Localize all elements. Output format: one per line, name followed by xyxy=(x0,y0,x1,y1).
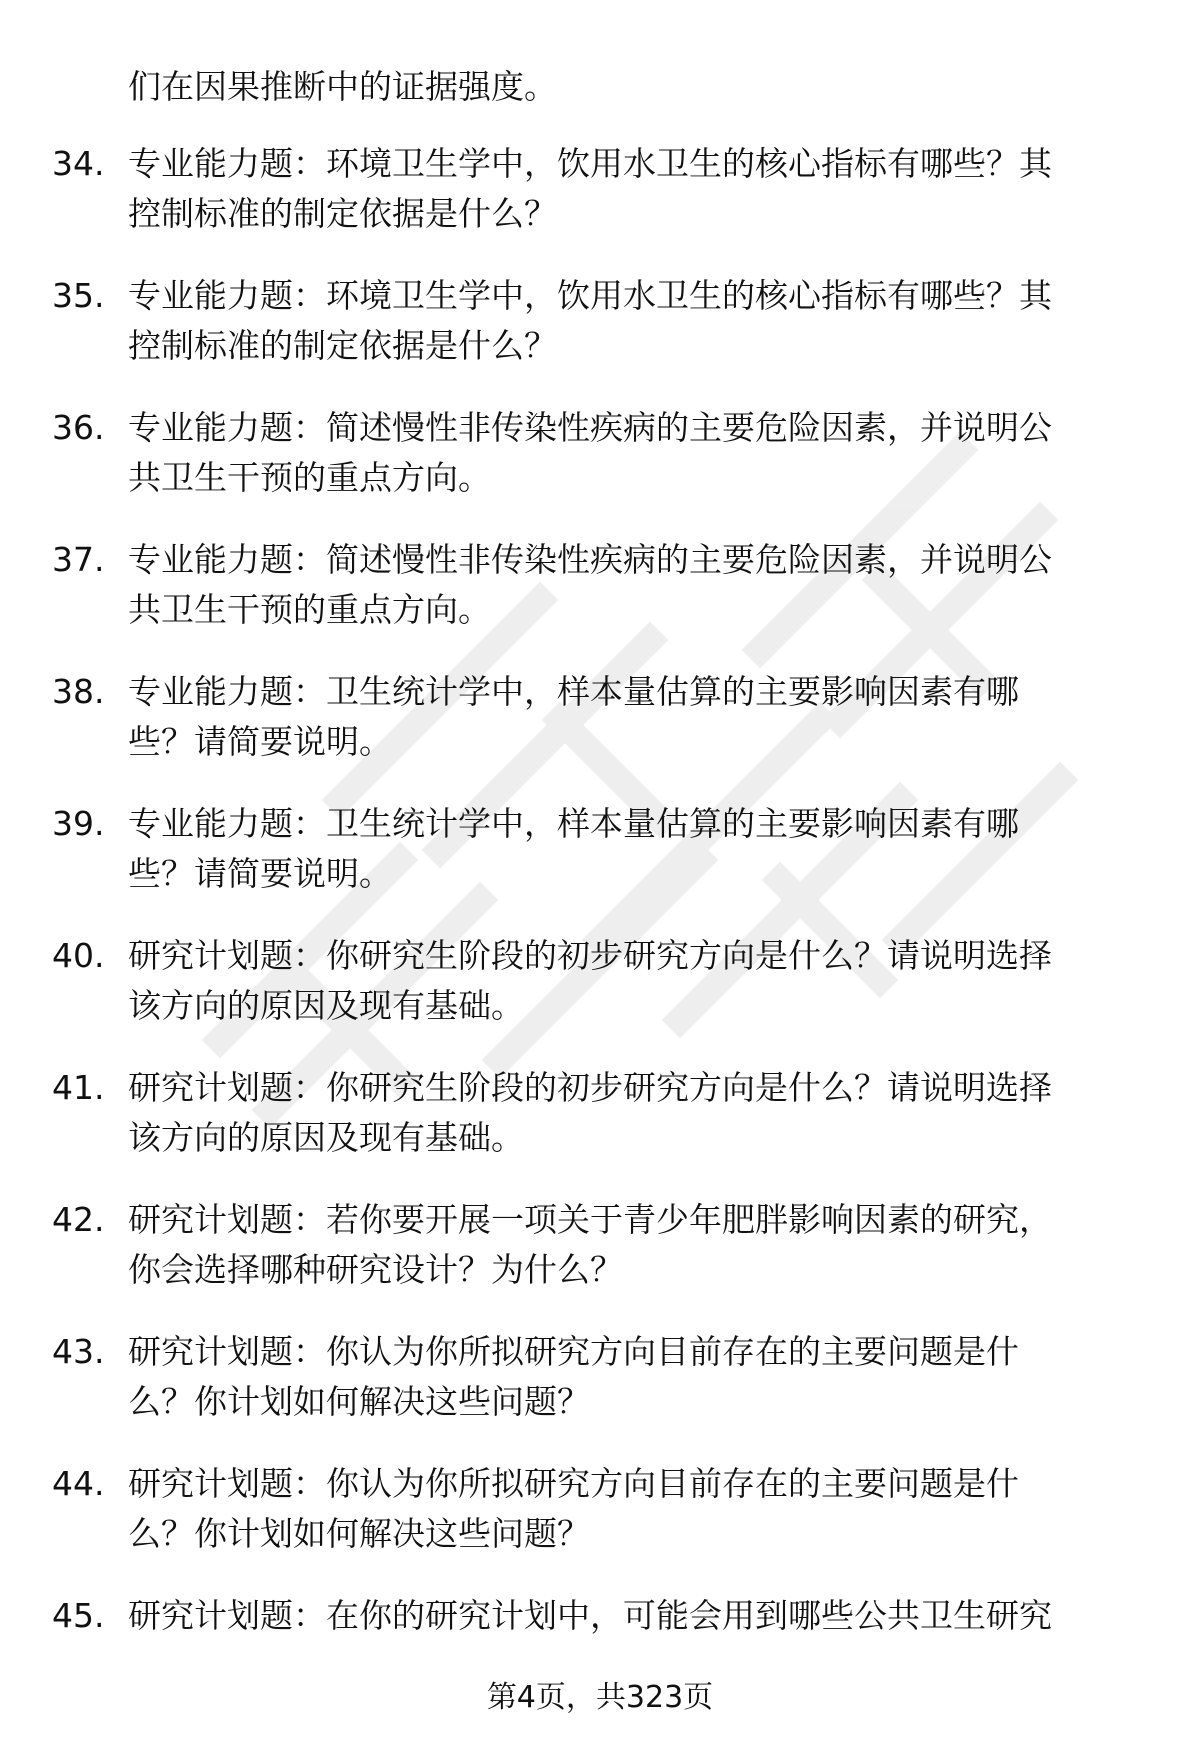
question-text xyxy=(128,535,1138,635)
question-text xyxy=(128,667,1138,767)
question-text-line: 该方向的原因及现有基础。 xyxy=(128,986,524,1025)
question-text xyxy=(128,271,1138,371)
question-text-line: 专业能力题：卫生统计学中，样本量估算的主要影响因素有哪 xyxy=(128,672,1019,711)
question-text-line: 专业能力题：卫生统计学中，样本量估算的主要影响因素有哪 xyxy=(128,804,1019,843)
question-text-line: 专业能力题：简述慢性非传染性疾病的主要危险因素，并说明公 xyxy=(128,540,1052,579)
question-item xyxy=(0,403,1200,535)
question-text xyxy=(128,1195,1138,1295)
question-item xyxy=(0,535,1200,667)
question-text-line: 研究计划题：在你的研究计划中，可能会用到哪些公共卫生研究 xyxy=(128,1596,1052,1635)
question-item xyxy=(0,1459,1200,1591)
question-number: 42. xyxy=(52,1200,105,1239)
question-item xyxy=(0,799,1200,931)
question-text-line: 该方向的原因及现有基础。 xyxy=(128,1118,524,1157)
question-text-line: 么？你计划如何解决这些问题？ xyxy=(128,1514,590,1553)
question-number: 40. xyxy=(52,936,105,975)
question-text xyxy=(128,1327,1138,1427)
question-text xyxy=(128,403,1138,503)
question-number: 35. xyxy=(52,276,105,315)
question-text-line: 控制标准的制定依据是什么？ xyxy=(128,326,557,365)
question-text xyxy=(128,799,1138,899)
question-text-line: 研究计划题：若你要开展一项关于青少年肥胖影响因素的研究， xyxy=(128,1200,1052,1239)
question-number: 34. xyxy=(52,144,105,183)
question-item xyxy=(0,139,1200,271)
question-text-line: 么？你计划如何解决这些问题？ xyxy=(128,1382,590,1421)
question-item xyxy=(0,271,1200,403)
question-text-line: 些？请简要说明。 xyxy=(128,854,392,893)
question-text-line: 专业能力题：简述慢性非传染性疾病的主要危险因素，并说明公 xyxy=(128,408,1052,447)
continuation-text: 们在因果推断中的证据强度。 xyxy=(128,67,557,106)
question-number: 43. xyxy=(52,1332,105,1371)
question-number: 37. xyxy=(52,540,105,579)
question-text xyxy=(128,1459,1138,1559)
question-text-line: 研究计划题：你认为你所拟研究方向目前存在的主要问题是什 xyxy=(128,1464,1019,1503)
question-number: 36. xyxy=(52,408,105,447)
question-text-line: 专业能力题：环境卫生学中，饮用水卫生的核心指标有哪些？其 xyxy=(128,144,1052,183)
question-text xyxy=(128,139,1138,239)
question-text-line: 你会选择哪种研究设计？为什么？ xyxy=(128,1250,623,1289)
question-text xyxy=(128,931,1138,1031)
question-item xyxy=(0,1195,1200,1327)
question-number: 41. xyxy=(52,1068,105,1107)
question-text-line: 研究计划题：你研究生阶段的初步研究方向是什么？请说明选择 xyxy=(128,936,1052,975)
question-text-line: 控制标准的制定依据是什么？ xyxy=(128,194,557,233)
question-text-line: 共卫生干预的重点方向。 xyxy=(128,590,491,629)
question-list xyxy=(0,139,1200,1723)
page-footer: 第4页，共323页 xyxy=(486,1680,714,1715)
question-text-line: 共卫生干预的重点方向。 xyxy=(128,458,491,497)
question-text-line: 研究计划题：你认为你所拟研究方向目前存在的主要问题是什 xyxy=(128,1332,1019,1371)
question-number: 38. xyxy=(52,672,105,711)
question-number: 39. xyxy=(52,804,105,843)
question-text xyxy=(128,1063,1138,1163)
question-number: 45. xyxy=(52,1596,105,1635)
question-text xyxy=(128,1591,1138,1641)
question-number: 44. xyxy=(52,1464,105,1503)
question-item xyxy=(0,931,1200,1063)
question-item xyxy=(0,1327,1200,1459)
question-item xyxy=(0,1063,1200,1195)
question-text-line: 专业能力题：环境卫生学中，饮用水卫生的核心指标有哪些？其 xyxy=(128,276,1052,315)
question-text-line: 些？请简要说明。 xyxy=(128,722,392,761)
question-item xyxy=(0,667,1200,799)
question-text-line: 研究计划题：你研究生阶段的初步研究方向是什么？请说明选择 xyxy=(128,1068,1052,1107)
